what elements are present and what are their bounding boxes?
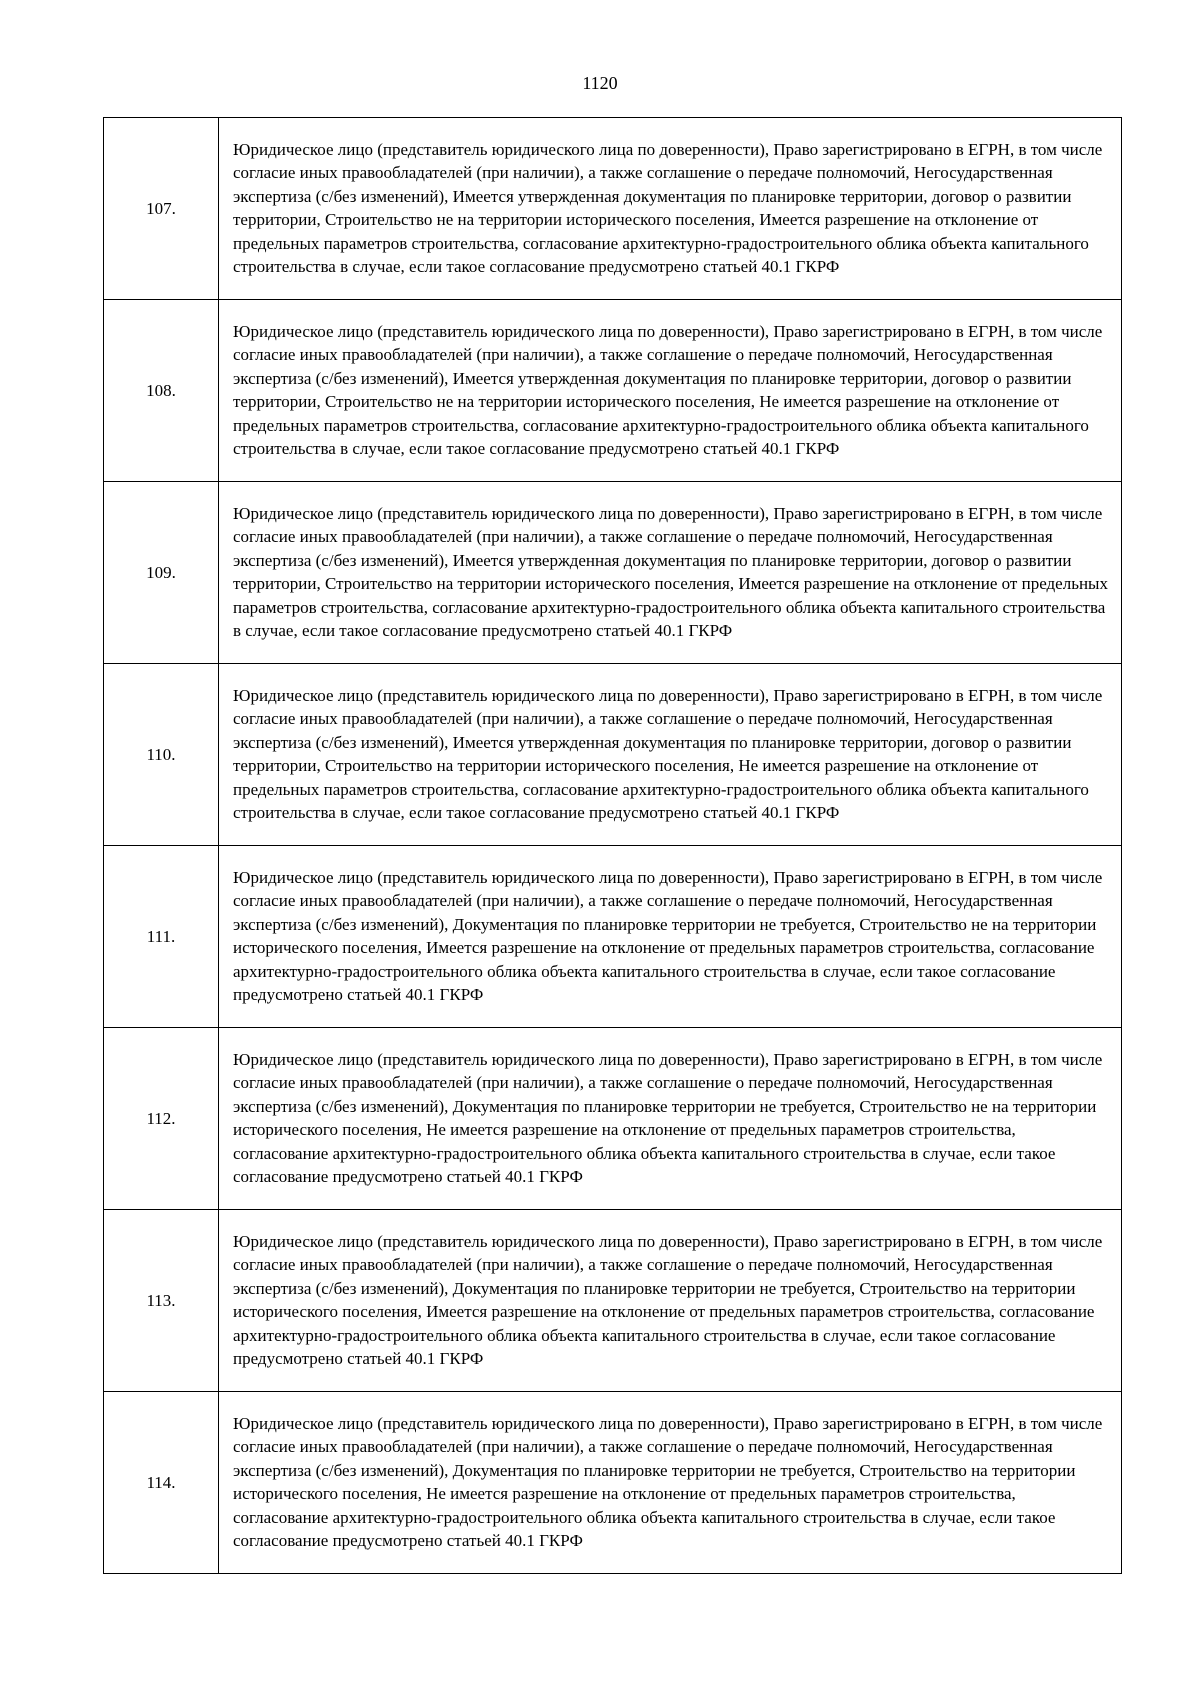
row-number: 107.: [104, 118, 219, 300]
table-row: [104, 1210, 1122, 1392]
row-number: 114.: [104, 1392, 219, 1574]
document-table: [103, 117, 1122, 1574]
row-description: Юридическое лицо (представитель юридического лица по доверенности), Право зарегистрировано в ЕГРН, в том числе согласие иных правообладателей (при наличии), а также соглашение о передаче полномочий, Негосударственная экспертиза (с/без изменений), Имеется утвержденная документация по планировке территории, договор о развитии территории, Строительство на территории исторического поселения, Имеется разрешение на отклонение от предельных параметров строительства, согласование архитектурно-градостроительного облика объекта капитального строительства в случае, если такое согласование предусмотрено статьей 40.1 ГКРФ: [219, 482, 1122, 664]
row-description: Юридическое лицо (представитель юридического лица по доверенности), Право зарегистрировано в ЕГРН, в том числе согласие иных правообладателей (при наличии), а также соглашение о передаче полномочий, Негосударственная экспертиза (с/без изменений), Имеется утвержденная документация по планировке территории, договор о развитии территории, Строительство не на территории исторического поселения, Имеется разрешение на отклонение от предельных параметров строительства, согласование архитектурно-градостроительного облика объекта капитального строительства в случае, если такое согласование предусмотрено статьей 40.1 ГКРФ: [219, 118, 1122, 300]
table-row: [104, 1392, 1122, 1574]
row-description: Юридическое лицо (представитель юридического лица по доверенности), Право зарегистрировано в ЕГРН, в том числе согласие иных правообладателей (при наличии), а также соглашение о передаче полномочий, Негосударственная экспертиза (с/без изменений), Документация по планировке территории не требуется, Строительство не на территории исторического поселения, Не имеется разрешение на отклонение от предельных параметров строительства, согласование архитектурно-градостроительного облика объекта капитального строительства в случае, если такое согласование предусмотрено статьей 40.1 ГКРФ: [219, 1028, 1122, 1210]
row-number: 108.: [104, 300, 219, 482]
page-number: 1120: [582, 73, 618, 93]
table-row: [104, 664, 1122, 846]
row-description: Юридическое лицо (представитель юридического лица по доверенности), Право зарегистрировано в ЕГРН, в том числе согласие иных правообладателей (при наличии), а также соглашение о передаче полномочий, Негосударственная экспертиза (с/без изменений), Имеется утвержденная документация по планировке территории, договор о развитии территории, Строительство на территории исторического поселения, Не имеется разрешение на отклонение от предельных параметров строительства, согласование архитектурно-градостроительного облика объекта капитального строительства в случае, если такое согласование предусмотрено статьей 40.1 ГКРФ: [219, 664, 1122, 846]
table-row: [104, 846, 1122, 1028]
row-description: Юридическое лицо (представитель юридического лица по доверенности), Право зарегистрировано в ЕГРН, в том числе согласие иных правообладателей (при наличии), а также соглашение о передаче полномочий, Негосударственная экспертиза (с/без изменений), Документация по планировке территории не требуется, Строительство на территории исторического поселения, Не имеется разрешение на отклонение от предельных параметров строительства, согласование архитектурно-градостроительного облика объекта капитального строительства в случае, если такое согласование предусмотрено статьей 40.1 ГКРФ: [219, 1392, 1122, 1574]
table-row: [104, 300, 1122, 482]
row-description: Юридическое лицо (представитель юридического лица по доверенности), Право зарегистрировано в ЕГРН, в том числе согласие иных правообладателей (при наличии), а также соглашение о передаче полномочий, Негосударственная экспертиза (с/без изменений), Документация по планировке территории не требуется, Строительство на территории исторического поселения, Имеется разрешение на отклонение от предельных параметров строительства, согласование архитектурно-градостроительного облика объекта капитального строительства в случае, если такое согласование предусмотрено статьей 40.1 ГКРФ: [219, 1210, 1122, 1392]
row-number: 111.: [104, 846, 219, 1028]
table-row: [104, 482, 1122, 664]
row-description: Юридическое лицо (представитель юридического лица по доверенности), Право зарегистрировано в ЕГРН, в том числе согласие иных правообладателей (при наличии), а также соглашение о передаче полномочий, Негосударственная экспертиза (с/без изменений), Документация по планировке территории не требуется, Строительство не на территории исторического поселения, Имеется разрешение на отклонение от предельных параметров строительства, согласование архитектурно-градостроительного облика объекта капитального строительства в случае, если такое согласование предусмотрено статьей 40.1 ГКРФ: [219, 846, 1122, 1028]
row-description: Юридическое лицо (представитель юридического лица по доверенности), Право зарегистрировано в ЕГРН, в том числе согласие иных правообладателей (при наличии), а также соглашение о передаче полномочий, Негосударственная экспертиза (с/без изменений), Имеется утвержденная документация по планировке территории, договор о развитии территории, Строительство не на территории исторического поселения, Не имеется разрешение на отклонение от предельных параметров строительства, согласование архитектурно-градостроительного облика объекта капитального строительства в случае, если такое согласование предусмотрено статьей 40.1 ГКРФ: [219, 300, 1122, 482]
table-row: [104, 118, 1122, 300]
row-number: 109.: [104, 482, 219, 664]
row-number: 113.: [104, 1210, 219, 1392]
row-number: 110.: [104, 664, 219, 846]
table-row: [104, 1028, 1122, 1210]
row-number: 112.: [104, 1028, 219, 1210]
